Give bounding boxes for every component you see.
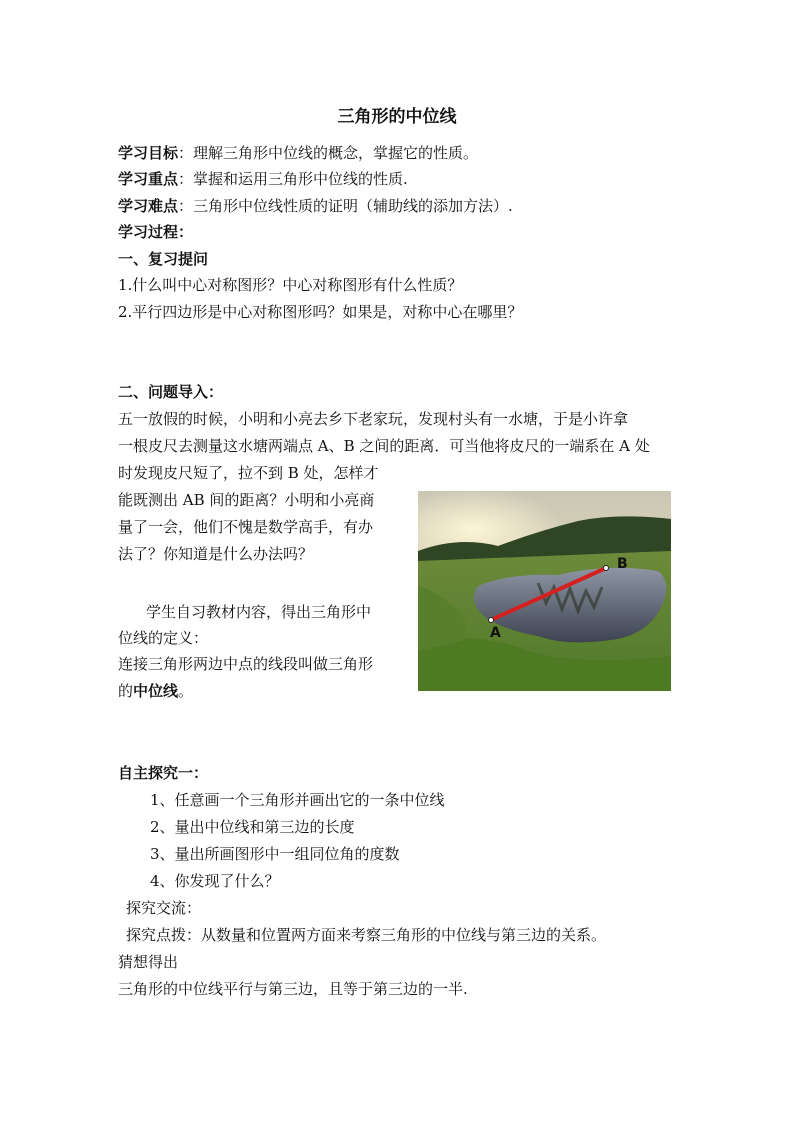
point-b bbox=[604, 566, 609, 571]
definition-prefix: 的 bbox=[118, 682, 134, 700]
review-question-1: 1.什么叫中心对称图形？中心对称图形有什么性质？ bbox=[118, 276, 463, 294]
explore-step-3: 3、量出所画图形中一组同位角的度数 bbox=[150, 845, 400, 863]
exchange-label: 探究交流： bbox=[126, 899, 202, 917]
objective-line bbox=[118, 143, 478, 163]
definition-line-2 bbox=[118, 681, 193, 701]
difficulty-text: ：三角形中位线性质的证明（辅助线的添加方法）. bbox=[178, 197, 513, 215]
definition-line-1: 连接三角形两边中点的线段叫做三角形 bbox=[118, 655, 374, 673]
intro-line-3: 时发现皮尺短了，拉不到 B 处，怎样才 bbox=[118, 464, 379, 482]
definition-suffix: 。 bbox=[178, 682, 194, 700]
pond-photo bbox=[418, 491, 671, 691]
label-a: A bbox=[490, 625, 501, 641]
intro-line-1: 五一放假的时候，小明和小亮去乡下老家玩，发现村头有一水塘，于是小许拿 bbox=[118, 410, 629, 428]
focus-label: 学习重点 bbox=[118, 170, 179, 188]
pond-illustration bbox=[418, 491, 671, 691]
self-study-line-2: 位线的定义： bbox=[118, 629, 209, 647]
intro-line-4: 能既测出 AB 间的距离？小明和小亮商 bbox=[118, 491, 375, 509]
difficulty-label: 学习难点 bbox=[118, 197, 179, 215]
explore-heading: 自主探究一： bbox=[118, 764, 209, 782]
process-label: 学习过程： bbox=[118, 223, 194, 241]
difficulty-line bbox=[118, 196, 513, 216]
explore-step-1: 1、任意画一个三角形并画出它的一条中位线 bbox=[150, 791, 445, 809]
objective-text: ：理解三角形中位线的概念，掌握它的性质。 bbox=[178, 144, 479, 162]
conclusion-line: 三角形的中位线平行与第三边，且等于第三边的一半. bbox=[118, 980, 468, 998]
definition-term: 中位线 bbox=[133, 682, 179, 700]
self-study-line: 学生自习教材内容，得出三角形中 bbox=[146, 603, 372, 621]
focus-line bbox=[118, 169, 408, 189]
review-question-2: 2.平行四边形是中心对称图形吗？如果是，对称中心在哪里？ bbox=[118, 303, 523, 321]
intro-line-6: 法了？你知道是什么办法吗？ bbox=[118, 545, 314, 563]
explore-step-4: 4、你发现了什么？ bbox=[150, 872, 280, 890]
intro-heading: 二、问题导入： bbox=[118, 383, 224, 401]
intro-line-2: 一根皮尺去测量这水塘两端点 A、B 之间的距离．可当他将皮尺的一端系在 A 处 bbox=[118, 437, 650, 455]
guess-label: 猜想得出 bbox=[118, 953, 179, 971]
review-heading: 一、复习提问 bbox=[118, 250, 209, 268]
focus-text: ：掌握和运用三角形中位线的性质. bbox=[178, 170, 408, 188]
page-title: 三角形的中位线 bbox=[337, 107, 457, 127]
label-b: B bbox=[617, 556, 628, 572]
intro-line-5: 量了一会，他们不愧是数学高手，有办 bbox=[118, 518, 374, 536]
explore-step-2: 2、量出中位线和第三边的长度 bbox=[150, 818, 355, 836]
objective-label: 学习目标 bbox=[118, 144, 179, 162]
hint-line: 探究点拨：从数量和位置两方面来考察三角形的中位线与第三边的关系。 bbox=[126, 926, 607, 944]
point-a bbox=[489, 618, 494, 623]
